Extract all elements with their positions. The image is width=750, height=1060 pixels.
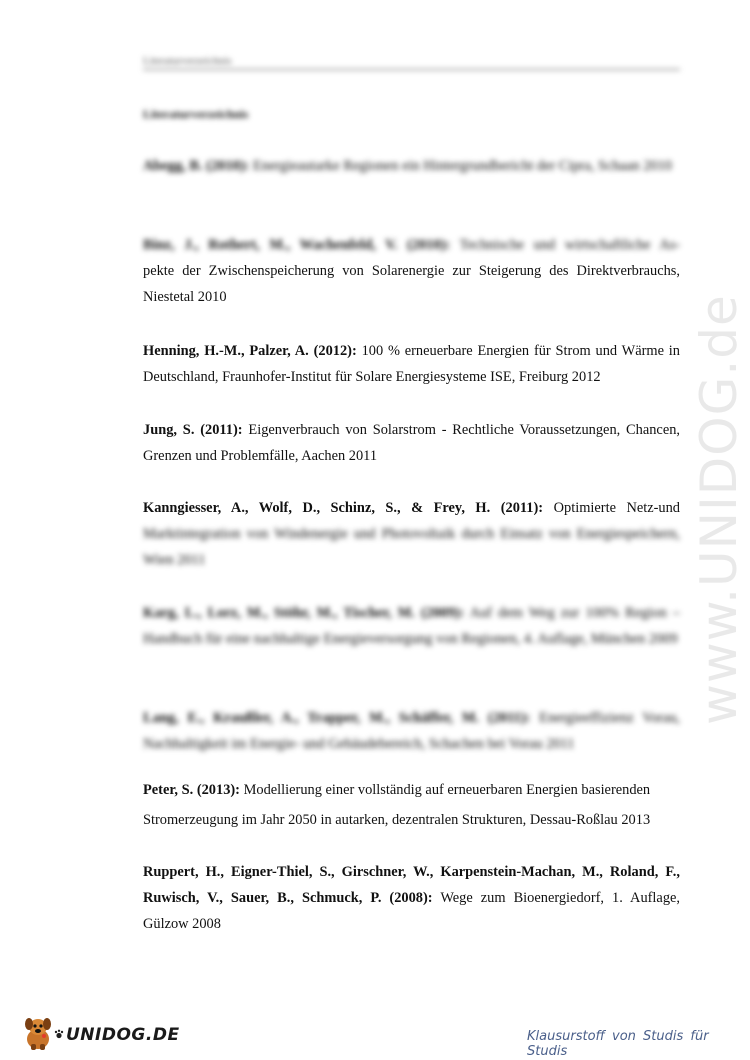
paw-icon [54, 1026, 64, 1044]
reference-author: Henning, H.-M., Palzer, A. (2012): [143, 343, 357, 359]
watermark: www.UNIDOG.de [690, 294, 748, 725]
reference-author: Ruppert, H., Eigner-Thiel, S., Girschner, W., Karpenstein-Machan, M., Roland, F., Ruwisch, V., Sauer, B., Schmuck, P. (2008): [143, 864, 680, 906]
reference-text-line: pekte der Zwischenspeicherung von Solarenergie zur Steigerung des Direktverbrauchs, [143, 263, 680, 279]
reference-clipped-line [143, 781, 680, 801]
footer-slogan: Klausurstoff von Studis für Studis [527, 1029, 709, 1059]
reference-text: Wege zum Bioenergiedorf, 1. Auflage, Gülzow 2008 [143, 890, 680, 932]
reference-line-blurred [143, 232, 680, 258]
reference-author: Binz, J., Rothert, M., Wachenfeld, V. (2010): [143, 237, 451, 253]
reference-text-blurred: Marktintegration von Windenergie und Photovoltaik durch Einsatz von Energiespeichern, Wien 2011 [143, 526, 680, 568]
page-header-text: Literaturverzeichnis [143, 55, 232, 67]
page-header [143, 55, 680, 70]
reference-entry [143, 859, 680, 937]
reference-author: Abegg, B. (2010): [143, 158, 250, 174]
reference-text: Technische und wirtschaftliche As- [459, 237, 680, 253]
section-heading: Literaturverzeichnis [143, 107, 249, 121]
reference-author: Lang, E., Kraußler, A., Trapper, M., Schäffer, M. (2011): [143, 710, 531, 726]
reference-text: Eigenverbrauch von Solarstrom - Rechtliche Voraussetzungen, Chancen, Grenzen und Problemfälle, Aachen 2011 [143, 422, 680, 464]
reference-author: Peter, S. (2013): [143, 782, 240, 798]
reference-entry [143, 153, 680, 179]
reference-entry [143, 495, 680, 573]
reference-entry [143, 807, 680, 833]
reference-text-line: Niestetal 2010 [143, 289, 227, 305]
reference-text: Energieeffizienz Vorau, Nachhaltigkeit im Energie- und Gebäudebereich, Schachen bei Vorau 2011 [143, 710, 681, 752]
reference-text: Auf dem Weg zur 100% Region – Handbuch für eine nachhaltige Energieversorgung von Regionen, 4. Auflage, München 2009 [143, 605, 680, 647]
dog-mascot-icon [22, 1015, 54, 1056]
reference-entry [143, 600, 680, 652]
unidog-logo[interactable] [22, 1016, 180, 1054]
reference-text: Optimierte Netz-und [553, 500, 680, 516]
reference-text-line: Stromerzeugung im Jahr 2050 in autarken, dezentralen Strukturen, Dessau-Roßlau 2013 [143, 812, 651, 828]
reference-entry [143, 338, 680, 390]
logo-text: UNIDOG.DE [66, 1025, 180, 1045]
reference-entry [143, 417, 680, 469]
reference-text: Modellierung einer vollständig auf erneuerbaren Energien basierenden [243, 782, 651, 798]
reference-author: Kanngiesser, A., Wolf, D., Schinz, S., & Frey, H. (2011): [143, 500, 544, 516]
reference-text: Energieautarke Regionen ein Hintergrundbericht der Cipra, Schaan 2010 [252, 158, 672, 174]
reference-line-sharp [143, 495, 680, 521]
reference-author: Jung, S. (2011): [143, 422, 243, 438]
reference-author: Karg, L., Lorz, M., Stöhr, M., Tischer, M. (2009): [143, 605, 465, 621]
reference-text: 100 % erneuerbare Energien für Strom und Wärme in Deutschland, Fraunhofer-Institut für Solare Energiesysteme ISE, Freiburg 2012 [143, 343, 680, 385]
reference-entry [143, 232, 680, 310]
reference-entry [143, 705, 680, 757]
